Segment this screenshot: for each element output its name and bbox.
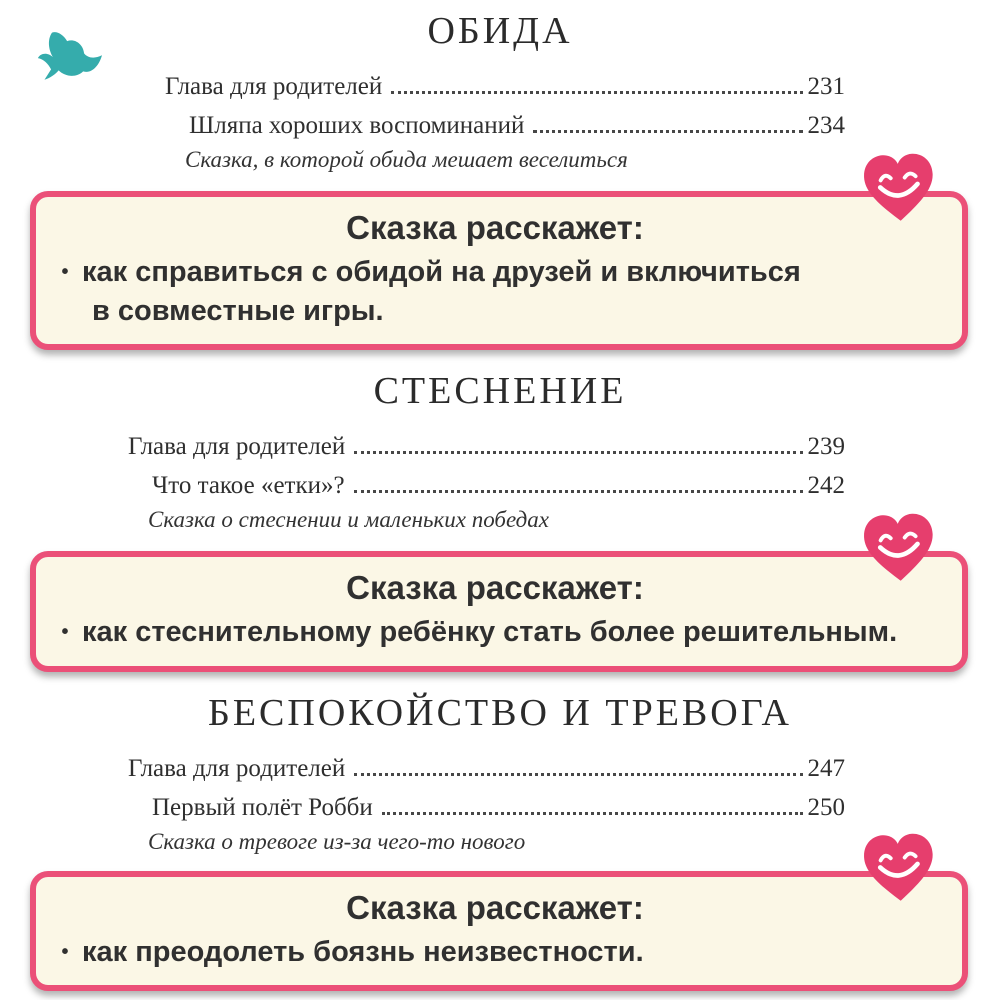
callout-title: Сказка расскажет: — [346, 209, 644, 246]
dot-leader — [354, 451, 802, 454]
bullet-icon: • — [61, 621, 69, 643]
callout-bullet — [48, 613, 942, 652]
bullet-icon: • — [61, 940, 69, 963]
toc-block — [128, 430, 845, 535]
callout-title: Сказка расскажет: — [346, 888, 644, 926]
toc-page-number: 231 — [807, 73, 845, 100]
bullet-line: как справиться с обидой на друзей и включиться — [82, 256, 801, 288]
section-trevoga — [0, 690, 1000, 992]
toc-entry — [128, 752, 845, 785]
toc-block — [128, 752, 845, 857]
callout-box — [30, 551, 968, 672]
toc-entry — [128, 430, 845, 463]
toc-entry-subtitle — [165, 145, 845, 175]
dot-leader — [354, 490, 803, 493]
toc-entry-label: Сказка о стеснении и маленьких победах — [148, 507, 549, 532]
toc-page-number: 242 — [807, 472, 845, 499]
dot-leader — [354, 773, 802, 776]
dot-leader — [382, 812, 803, 815]
toc-entry-label: Сказка, в которой обида мешает веселиться — [185, 147, 628, 172]
smiling-heart-icon — [858, 825, 940, 911]
dot-leader — [391, 91, 802, 94]
toc-entry — [165, 109, 845, 142]
toc-entry — [165, 70, 845, 103]
bullet-line: как стеснительному ребёнку стать более решительным. — [82, 616, 898, 648]
smiling-heart-icon — [858, 145, 940, 231]
section-heading: ОБИДА — [427, 10, 573, 52]
toc-page-number: 239 — [807, 433, 845, 460]
callout-bullet-text — [82, 613, 897, 652]
toc-entry-label: Первый полёт Робби — [152, 793, 373, 821]
toc-entry-subtitle — [128, 827, 845, 857]
section-heading: БЕСПОКОЙСТВО И ТРЕВОГА — [208, 691, 792, 734]
toc-page-number: 247 — [807, 754, 845, 782]
toc-entry — [128, 791, 845, 824]
callout-bullet-text — [82, 933, 644, 972]
callout-bullet-text — [82, 253, 801, 330]
toc-entry-subtitle — [128, 505, 845, 535]
toc-page-number: 234 — [807, 112, 845, 139]
toc-entry-label: Глава для родителей — [128, 754, 346, 782]
callout-title: Сказка расскажет: — [346, 569, 644, 606]
toc-entry-label: Шляпа хороших воспоминаний — [189, 112, 525, 139]
callout-bullet — [48, 253, 942, 330]
dot-leader — [533, 130, 802, 133]
toc-page-number: 250 — [807, 793, 845, 821]
section-heading: СТЕСНЕНИЕ — [373, 370, 627, 412]
toc-entry-label: Глава для родителей — [128, 433, 346, 460]
bullet-line: в совместные игры. — [92, 294, 384, 327]
toc-entry-label: Что такое «етки»? — [152, 472, 345, 499]
toc-entry-label: Глава для родителей — [165, 73, 383, 100]
callout-box — [30, 191, 968, 350]
bird-icon — [36, 30, 102, 90]
bullet-icon: • — [61, 261, 69, 283]
section-obida — [0, 8, 1000, 350]
bullet-line: как преодолеть боязнь неизвестности. — [82, 935, 644, 968]
toc-entry-label: Сказка о тревоге из-за чего-то нового — [148, 828, 526, 854]
toc-entry — [128, 469, 845, 502]
callout-bullet — [48, 933, 942, 972]
smiling-heart-icon — [858, 505, 940, 591]
callout-box — [30, 871, 968, 992]
section-stesnenie — [0, 368, 1000, 672]
toc-block — [165, 70, 845, 175]
